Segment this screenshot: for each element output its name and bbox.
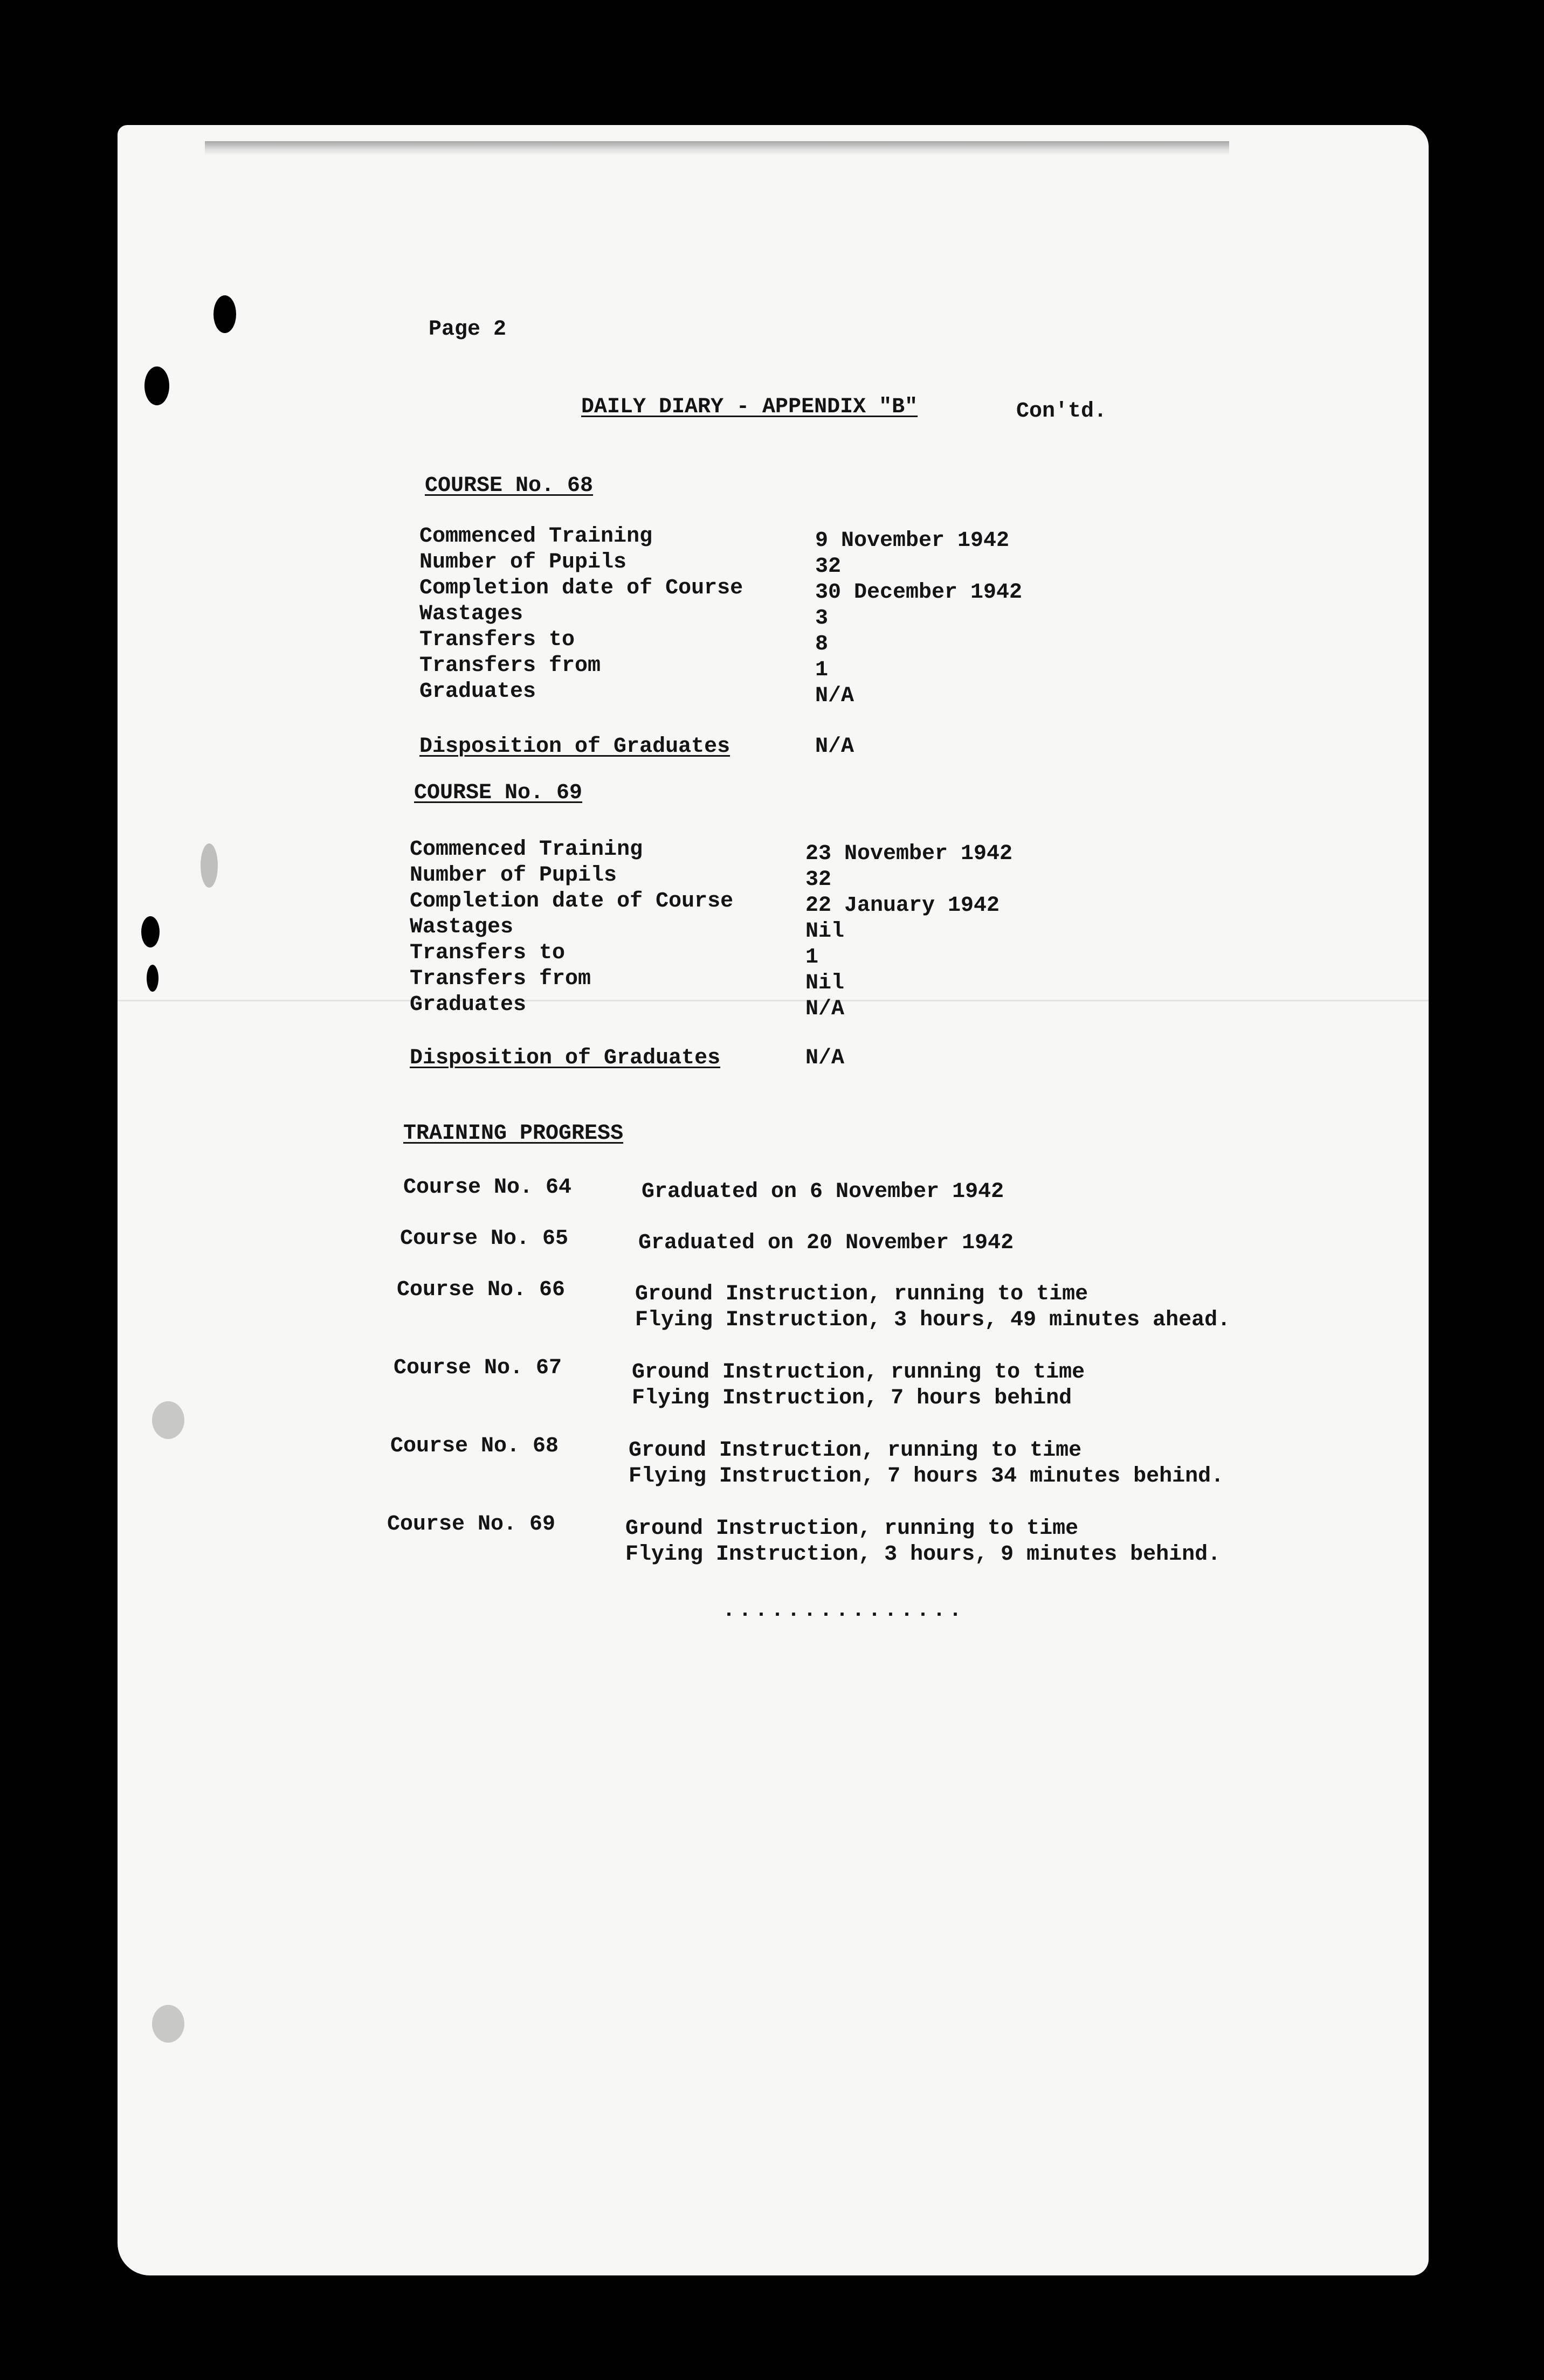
course-field-label: Completion date of Course [419,576,743,600]
course-field-value: 32 [805,868,832,892]
course-field-value: 3 [815,606,829,631]
course-field-value: Nil [805,919,845,944]
progress-course-label: Course No. 69 [387,1512,556,1537]
punch-hole [144,366,169,405]
disposition-value: N/A [805,1046,845,1070]
course-field-value: N/A [805,997,845,1021]
course-field-value: 1 [815,658,829,682]
course-field-label: Transfers from [410,967,591,991]
course-field-label: Commenced Training [410,838,643,862]
progress-line: Ground Instruction, running to time [635,1282,1088,1306]
punch-mark [152,2005,184,2043]
course-field-label: Transfers to [419,628,575,652]
course-field-value: 1 [805,945,819,970]
disposition-label: Disposition of Graduates [410,1046,721,1070]
course-field-label: Graduates [410,993,527,1017]
continued-label: Con'td. [1016,399,1107,424]
course-field-value: 22 January 1942 [805,894,1000,918]
course-field-label: Commenced Training [419,524,653,549]
punch-hole [213,295,236,333]
progress-line: Flying Instruction, 3 hours, 49 minutes ahead. [635,1308,1231,1332]
paper-fold-crease [118,1000,1429,1001]
progress-line: Graduated on 6 November 1942 [642,1180,1004,1204]
course-heading: COURSE No. 69 [414,781,583,805]
punch-mark [152,1401,184,1439]
course-field-value: 23 November 1942 [805,842,1013,866]
punch-hole [147,965,158,992]
course-field-label: Number of Pupils [410,863,617,888]
disposition-value: N/A [815,735,854,759]
course-field-label: Wastages [410,915,514,939]
progress-course-label: Course No. 67 [394,1356,562,1380]
course-field-value: 32 [815,555,842,579]
progress-course-label: Course No. 66 [397,1278,566,1302]
end-mark: ............... [722,1599,966,1623]
course-field-value: 8 [815,632,829,656]
progress-line: Graduated on 20 November 1942 [638,1231,1014,1255]
progress-line: Ground Instruction, running to time [629,1438,1082,1463]
progress-course-label: Course No. 68 [390,1434,559,1458]
course-field-label: Wastages [419,602,523,626]
course-field-value: N/A [815,684,854,708]
course-field-label: Transfers from [419,654,601,678]
progress-line: Flying Instruction, 3 hours, 9 minutes behind. [625,1542,1221,1567]
course-field-value: 30 December 1942 [815,580,1023,605]
page-label: Page 2 [429,317,507,342]
course-heading: COURSE No. 68 [425,474,594,498]
document-title: DAILY DIARY - APPENDIX "B" [581,395,918,419]
course-field-label: Number of Pupils [419,550,627,575]
course-field-value: Nil [805,971,845,995]
course-field-label: Transfers to [410,941,566,965]
punch-hole [141,916,160,947]
course-field-value: 9 November 1942 [815,529,1010,553]
punch-mark [201,843,218,888]
progress-course-label: Course No. 64 [403,1175,572,1200]
progress-heading: TRAINING PROGRESS [403,1122,624,1146]
progress-line: Ground Instruction, running to time [625,1517,1079,1541]
course-field-label: Graduates [419,680,536,704]
progress-course-label: Course No. 65 [400,1227,569,1251]
disposition-label: Disposition of Graduates [419,735,730,759]
paper-edge-shadow [205,141,1229,155]
progress-line: Ground Instruction, running to time [632,1360,1085,1385]
course-field-label: Completion date of Course [410,889,734,914]
progress-line: Flying Instruction, 7 hours 34 minutes behind. [629,1464,1224,1489]
progress-line: Flying Instruction, 7 hours behind [632,1386,1072,1410]
